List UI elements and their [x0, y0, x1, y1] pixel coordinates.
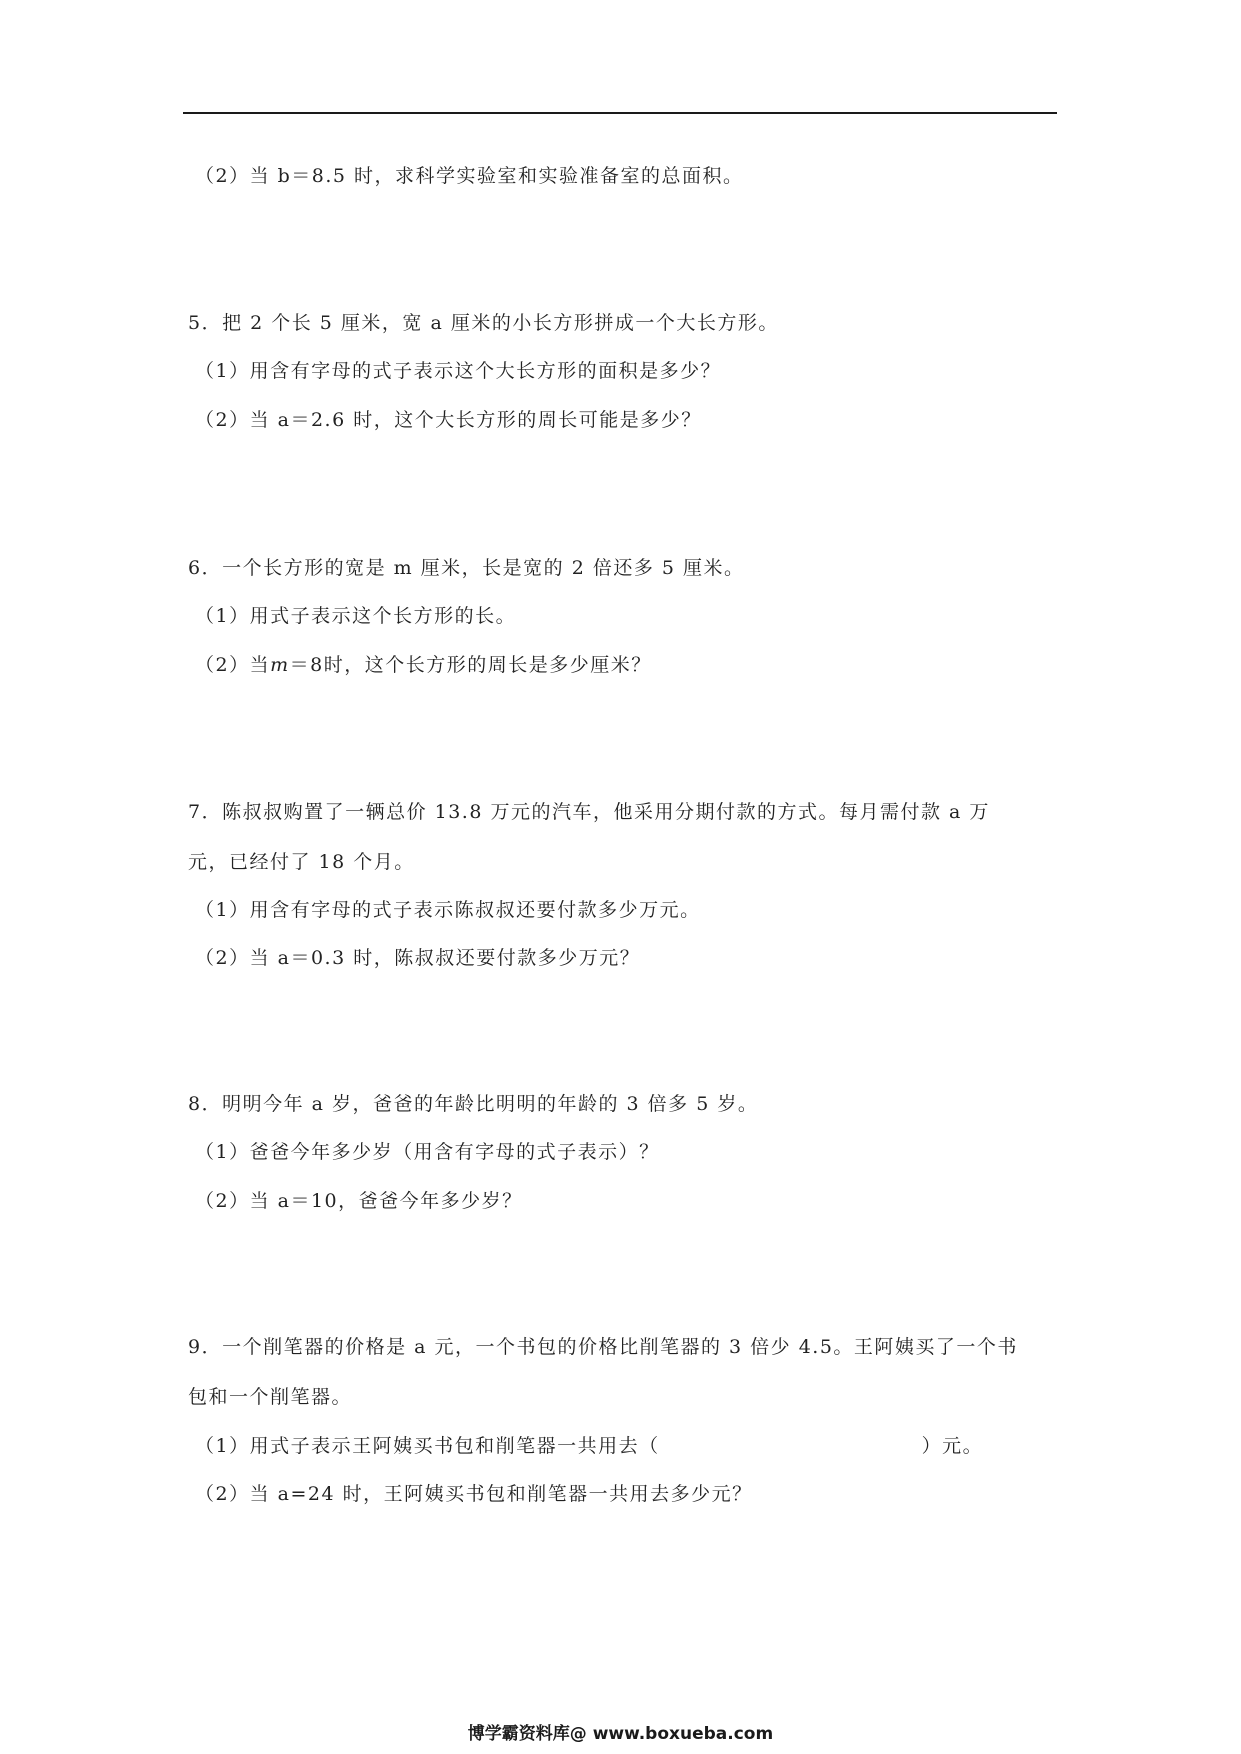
- q6-part2: [195, 653, 652, 677]
- q5-stem: 5．把 2 个长 5 厘米，宽 a 厘米的小长方形拼成一个大长方形。: [188, 312, 779, 334]
- q6-part1: （1）用式子表示这个长方形的长。: [195, 605, 517, 627]
- q6-stem: 6．一个长方形的宽是 m 厘米，长是宽的 2 倍还多 5 厘米。: [188, 557, 745, 579]
- q8-part2: （2）当 a＝10，爸爸今年多少岁？: [195, 1190, 523, 1212]
- q8-part1: （1）爸爸今年多少岁（用含有字母的式子表示）？: [195, 1141, 660, 1163]
- q5-part1: （1）用含有字母的式子表示这个大长方形的面积是多少？: [195, 360, 722, 382]
- q5-part2: （2）当 a＝2.6 时，这个大长方形的周长可能是多少？: [195, 409, 702, 431]
- q8-stem: 8．明明今年 a 岁，爸爸的年龄比明明的年龄的 3 倍多 5 岁。: [188, 1093, 759, 1115]
- q6-part2-prefix: （2）当: [195, 654, 271, 676]
- q7-part1: （1）用含有字母的式子表示陈叔叔还要付款多少万元。: [195, 899, 701, 921]
- q9-stem-line1: 9．一个削笔器的价格是 a 元，一个书包的价格比削笔器的 3 倍少 4.5。王阿姨买了一个书: [188, 1336, 1018, 1358]
- header-rule: [183, 112, 1057, 114]
- q6-part2-suffix: ＝8时，这个长方形的周长是多少厘米？: [289, 654, 652, 676]
- q9-part1: [195, 1434, 983, 1458]
- q9-part2: （2）当 a=24 时，王阿姨买书包和削笔器一共用去多少元？: [195, 1483, 753, 1505]
- q6-part2-variable: m: [270, 654, 290, 676]
- q9-part1-prefix: （1）用式子表示王阿姨买书包和削笔器一共用去（: [195, 1435, 660, 1457]
- q7-stem-line1: 7．陈叔叔购置了一辆总价 13.8 万元的汽车，他采用分期付款的方式。每月需付款 a 万: [188, 801, 990, 823]
- q9-stem-line2: 包和一个削笔器。: [188, 1386, 353, 1408]
- q7-part2: （2）当 a＝0.3 时，陈叔叔还要付款多少万元？: [195, 947, 641, 969]
- footer-watermark: 博学霸资料库@ www.boxueba.com: [467, 1724, 774, 1744]
- q4-part2: （2）当 b＝8.5 时，求科学实验室和实验准备室的总面积。: [195, 165, 744, 187]
- q7-stem-line2: 元，已经付了 18 个月。: [188, 851, 415, 873]
- q9-part1-suffix: ）元。: [921, 1435, 984, 1457]
